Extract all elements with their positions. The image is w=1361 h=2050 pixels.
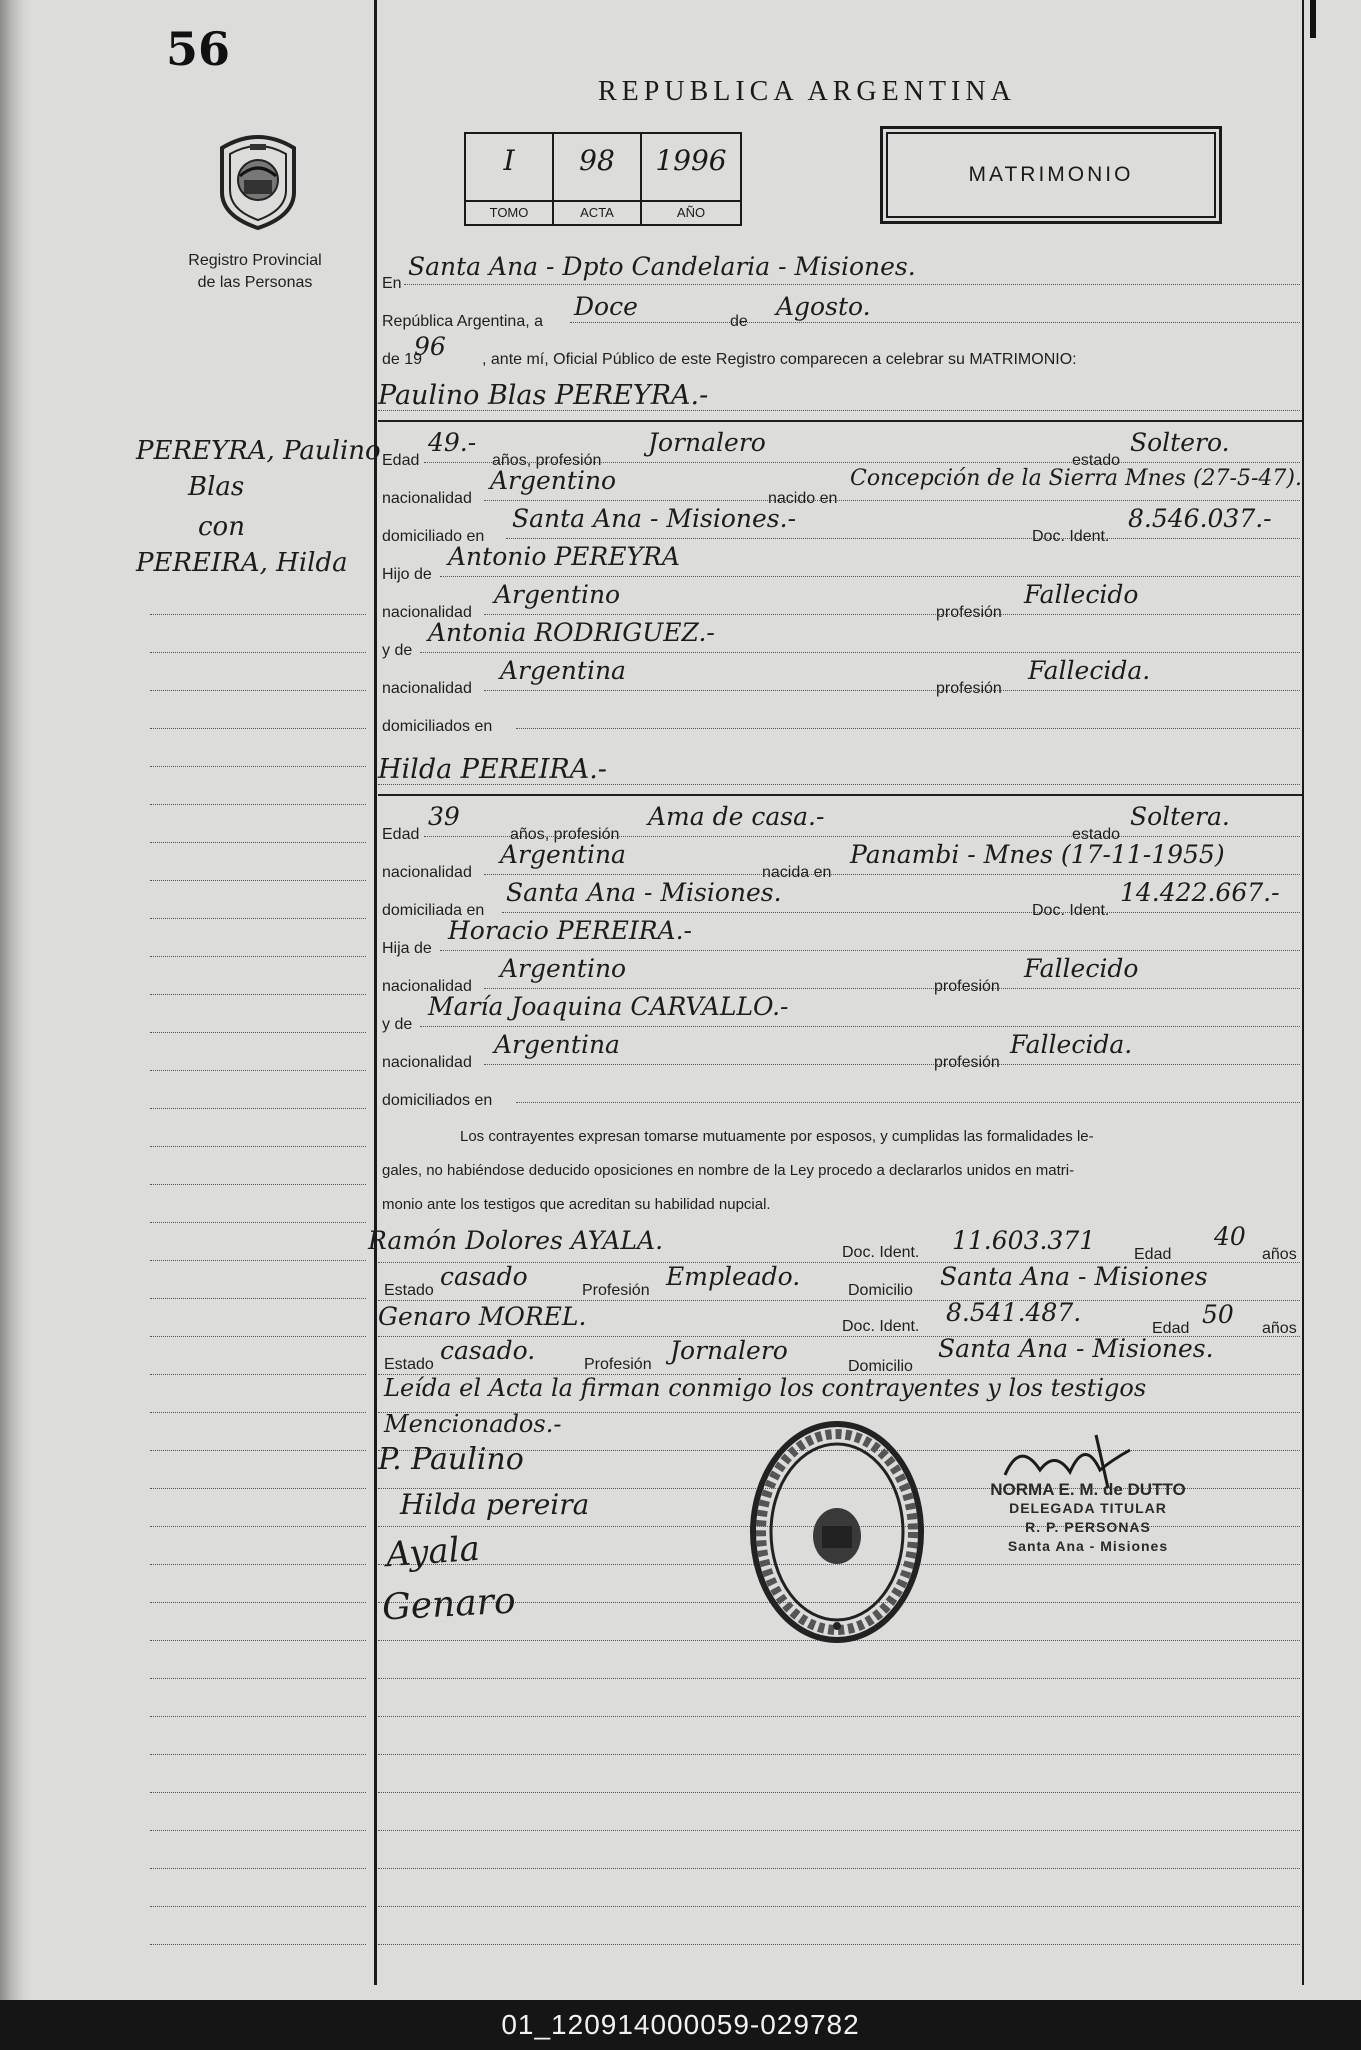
margin-line — [150, 1222, 366, 1223]
rule — [404, 284, 1300, 285]
groom-father-profesion-label: profesión — [936, 604, 1002, 621]
witness1-domicilio-label: Domicilio — [848, 1282, 913, 1299]
act-type-box — [880, 126, 1222, 224]
groom-father-profession: Fallecido — [1024, 580, 1139, 609]
footer-code: 01_120914000059-029782 — [501, 2009, 860, 2040]
rule — [378, 1906, 1300, 1907]
footer-bar — [0, 2000, 1361, 2050]
de-label: de — [730, 313, 748, 330]
page-number: 56 — [166, 22, 231, 76]
rule — [378, 410, 1300, 411]
groom-nacido-label: nacido en — [768, 490, 838, 507]
registry-label — [160, 250, 350, 294]
acta-cell — [554, 134, 642, 224]
groom-domiciliado-label: domiciliado en — [382, 528, 485, 545]
bride-mother-nationality: Argentina — [494, 1030, 620, 1059]
groom-nationality: Argentino — [490, 466, 617, 495]
rule — [378, 1412, 1300, 1413]
stamp-office: R. P. PERSONAS — [1025, 1519, 1151, 1535]
bride-name: Hilda PEREIRA.- — [378, 754, 607, 785]
witness2-doc-label: Doc. Ident. — [842, 1318, 920, 1335]
witness2-edad-label: Edad — [1152, 1320, 1190, 1337]
margin-line — [150, 1412, 366, 1413]
margin-line — [150, 1298, 366, 1299]
groom-mother-profession: Fallecida. — [1028, 656, 1151, 685]
bride-mother-profesion-label: profesión — [934, 1054, 1000, 1071]
groom-yde-label: y de — [382, 642, 413, 659]
margin-line — [150, 1868, 366, 1869]
declaration-line-3: monio ante los testigos que acreditan su habilidad nupcial. — [382, 1196, 771, 1213]
ano-value: 1996 — [655, 144, 727, 177]
rule — [516, 1102, 1300, 1103]
bride-domicile: Santa Ana - Misiones. — [506, 878, 782, 907]
bride-age: 39 — [428, 802, 460, 831]
witness2-name: Genaro MOREL. — [378, 1302, 587, 1331]
bride-father: Horacio PEREIRA.- — [448, 916, 692, 945]
bride-doc-label: Doc. Ident. — [1032, 902, 1110, 919]
witness2-civil-status: casado. — [440, 1336, 536, 1365]
bride-nacionalidad-label: nacionalidad — [382, 864, 472, 881]
groom-birthplace: Concepción de la Sierra Mnes (27-5-47). — [850, 466, 1302, 491]
margin-line — [150, 804, 366, 805]
margin-line — [150, 690, 366, 691]
margin-line — [150, 1564, 366, 1565]
en-label: En — [382, 275, 402, 292]
rule — [440, 576, 1300, 577]
groom-age: 49.- — [428, 428, 477, 457]
rule — [378, 784, 1300, 785]
bride-nacida-label: nacida en — [762, 864, 832, 881]
bride-domiciliada-label: domiciliada en — [382, 902, 485, 919]
margin-note-line-1: PEREYRA, Paulino — [136, 436, 381, 466]
acta-value: 98 — [579, 144, 615, 177]
intro-statement: , ante mí, Oficial Público de este Registro comparecen a celebrar su MATRIMONIO: — [482, 351, 1077, 368]
rule — [378, 1868, 1300, 1869]
margin-line — [150, 614, 366, 615]
bride-profession: Ama de casa.- — [648, 802, 825, 831]
month-value: Agosto. — [776, 292, 871, 321]
tomo-acta-ano-table — [464, 132, 742, 226]
bride-father-profesion-label: profesión — [934, 978, 1000, 995]
groom-mother: Antonia RODRIGUEZ.- — [428, 618, 715, 647]
year-label: de 19 — [382, 351, 423, 368]
signature-groom: P. Paulino — [378, 1442, 524, 1477]
bride-separator — [378, 794, 1302, 796]
witness2-doc: 8.541.487. — [946, 1298, 1082, 1327]
witness2-domicilio-label: Domicilio — [848, 1358, 913, 1375]
margin-line — [150, 1488, 366, 1489]
margin-line — [150, 1450, 366, 1451]
margin-line — [150, 1336, 366, 1337]
bride-nationality: Argentina — [500, 840, 626, 869]
republica-label: República Argentina, a — [382, 313, 543, 330]
stamp-place: Santa Ana - Misiones — [1007, 1538, 1169, 1554]
margin-line — [150, 766, 366, 767]
stamp-name: NORMA E. M. de DUTTO — [990, 1480, 1186, 1499]
rule — [484, 1064, 1300, 1065]
witness1-doc-label: Doc. Ident. — [842, 1244, 920, 1261]
witness1-profession: Empleado. — [666, 1262, 801, 1291]
margin-line — [150, 652, 366, 653]
closing-line-1: Leída el Acta la firman conmigo los contrayentes y los testigos — [384, 1374, 1147, 1402]
witness2-age: 50 — [1202, 1300, 1234, 1329]
witness1-edad-label: Edad — [1134, 1246, 1172, 1263]
margin-line — [150, 1070, 366, 1071]
rule — [420, 1026, 1300, 1027]
signature-witness-2: Genaro — [381, 1580, 517, 1629]
groom-civil-status: Soltero. — [1130, 428, 1230, 457]
margin-line — [150, 1792, 366, 1793]
groom-name: Paulino Blas PEREYRA.- — [378, 380, 709, 411]
margin-note-line-4: PEREIRA, Hilda — [136, 548, 348, 578]
groom-father-nacionalidad-label: nacionalidad — [382, 604, 472, 621]
act-type-title: MATRIMONIO — [968, 163, 1134, 186]
margin-line — [150, 1754, 366, 1755]
place-value: Santa Ana - Dpto Candelaria - Misiones. — [408, 252, 916, 281]
margin-line — [150, 1602, 366, 1603]
rule — [484, 988, 1300, 989]
rule — [484, 874, 1300, 875]
tomo-cell — [466, 134, 554, 224]
groom-doc: 8.546.037.- — [1128, 504, 1272, 533]
registry-line-1: Registro Provincial — [188, 252, 322, 269]
bride-edad-label: Edad — [382, 826, 420, 843]
rule — [378, 1754, 1300, 1755]
witness1-anos-label: años — [1262, 1246, 1297, 1263]
groom-nacionalidad-label: nacionalidad — [382, 490, 472, 507]
margin-line — [150, 1108, 366, 1109]
witness1-domicile: Santa Ana - Misiones — [940, 1262, 1208, 1291]
margin-line — [150, 1678, 366, 1679]
right-margin-rule — [1302, 0, 1304, 1985]
tomo-value: I — [503, 144, 515, 177]
groom-mother-nacionalidad-label: nacionalidad — [382, 680, 472, 697]
bride-father-nationality: Argentino — [500, 954, 627, 983]
margin-line — [150, 880, 366, 881]
year-suffix: 96 — [414, 332, 446, 361]
margin-line — [150, 1374, 366, 1375]
acta-label: ACTA — [554, 200, 640, 224]
margin-line — [150, 1526, 366, 1527]
witness1-estado-label: Estado — [384, 1282, 434, 1299]
signature-bride: Hilda pereira — [400, 1488, 590, 1521]
bride-civil-status: Soltera. — [1130, 802, 1230, 831]
rule — [506, 538, 1300, 539]
official-seal-icon — [748, 1418, 926, 1646]
ano-cell — [642, 134, 740, 224]
rule — [378, 1830, 1300, 1831]
margin-line — [150, 1906, 366, 1907]
groom-mother-profesion-label: profesión — [936, 680, 1002, 697]
witness1-name: Ramón Dolores AYALA. — [368, 1226, 664, 1255]
bride-doc: 14.422.667.- — [1120, 878, 1280, 907]
witness2-estado-label: Estado — [384, 1356, 434, 1373]
margin-line — [150, 1260, 366, 1261]
rule — [378, 1300, 1300, 1301]
groom-doc-label: Doc. Ident. — [1032, 528, 1110, 545]
rule — [484, 690, 1300, 691]
margin-line — [150, 1640, 366, 1641]
stamp-role: DELEGADA TITULAR — [1009, 1500, 1167, 1516]
groom-estado-label: estado — [1072, 452, 1121, 469]
groom-separator — [378, 420, 1302, 422]
rule — [484, 614, 1300, 615]
margin-line — [150, 1830, 366, 1831]
registrar-stamp — [958, 1480, 1218, 1556]
rule — [378, 1678, 1300, 1679]
witness1-profesion-label: Profesión — [582, 1282, 650, 1299]
closing-line-2: Mencionados.- — [384, 1410, 562, 1438]
margin-line — [150, 994, 366, 995]
ano-label: AÑO — [642, 200, 740, 224]
rule — [516, 728, 1300, 729]
groom-domicile: Santa Ana - Misiones.- — [512, 504, 797, 533]
margin-line — [150, 1032, 366, 1033]
rule — [378, 1944, 1300, 1945]
groom-domiciliados-label: domiciliados en — [382, 718, 493, 735]
groom-father-nationality: Argentino — [494, 580, 621, 609]
rule — [378, 1792, 1300, 1793]
rule — [484, 500, 1300, 501]
signature-witness-1: Ayala — [384, 1528, 482, 1576]
bride-birthplace: Panambi - Mnes (17-11-1955) — [850, 840, 1225, 869]
margin-line — [150, 1716, 366, 1717]
witness2-profession: Jornalero — [670, 1336, 788, 1365]
margin-line — [150, 1184, 366, 1185]
day-value: Doce — [574, 292, 638, 321]
witness2-profesion-label: Profesión — [584, 1356, 652, 1373]
margin-note-line-2: Blas — [188, 472, 245, 502]
rule — [378, 1716, 1300, 1717]
bride-hija-label: Hija de — [382, 940, 432, 957]
provincial-emblem-icon — [214, 130, 302, 230]
margin-line — [150, 1944, 366, 1945]
rule — [570, 322, 1300, 323]
margin-line — [150, 842, 366, 843]
bride-mother: María Joaquina CARVALLO.- — [428, 992, 789, 1021]
witness2-domicile: Santa Ana - Misiones. — [938, 1334, 1214, 1363]
groom-profession: Jornalero — [648, 428, 766, 457]
witness1-age: 40 — [1214, 1222, 1246, 1251]
margin-line — [150, 728, 366, 729]
margin-note-line-3: con — [198, 512, 245, 542]
witness2-anos-label: años — [1262, 1320, 1297, 1337]
margin-line — [150, 956, 366, 957]
corner-mark — [1310, 0, 1316, 38]
groom-profesion-label: años, profesión — [492, 452, 602, 469]
declaration-line-2: gales, no habiéndose deducido oposiciones en nombre de la Ley procedo a declararlos unidos en matri- — [382, 1162, 1075, 1179]
rule — [420, 652, 1300, 653]
margin-line — [150, 1146, 366, 1147]
bride-yde-label: y de — [382, 1016, 413, 1033]
registry-line-2: de las Personas — [197, 274, 313, 291]
margin-line — [150, 918, 366, 919]
bride-profesion-label: años, profesión — [510, 826, 620, 843]
groom-mother-nationality: Argentina — [500, 656, 626, 685]
bride-domiciliados-label: domiciliados en — [382, 1092, 493, 1109]
tomo-label: TOMO — [466, 200, 552, 224]
rule — [440, 950, 1300, 951]
declaration-line-1: Los contrayentes expresan tomarse mutuamente por esposos, y cumplidas las formalidades le- — [460, 1128, 1094, 1145]
witness1-civil-status: casado — [440, 1262, 528, 1291]
bride-mother-nacionalidad-label: nacionalidad — [382, 1054, 472, 1071]
bride-father-nacionalidad-label: nacionalidad — [382, 978, 472, 995]
witness1-doc: 11.603.371 — [952, 1226, 1096, 1255]
bride-father-profession: Fallecido — [1024, 954, 1139, 983]
book-binding-edge — [0, 0, 34, 2000]
groom-edad-label: Edad — [382, 452, 420, 469]
left-margin-rule — [374, 0, 377, 1985]
bride-mother-profession: Fallecida. — [1010, 1030, 1133, 1059]
groom-hijo-label: Hijo de — [382, 566, 432, 583]
bride-estado-label: estado — [1072, 826, 1121, 843]
groom-father: Antonio PEREYRA — [448, 542, 680, 571]
rule — [502, 912, 1300, 913]
country-heading: REPUBLICA ARGENTINA — [598, 76, 1016, 107]
